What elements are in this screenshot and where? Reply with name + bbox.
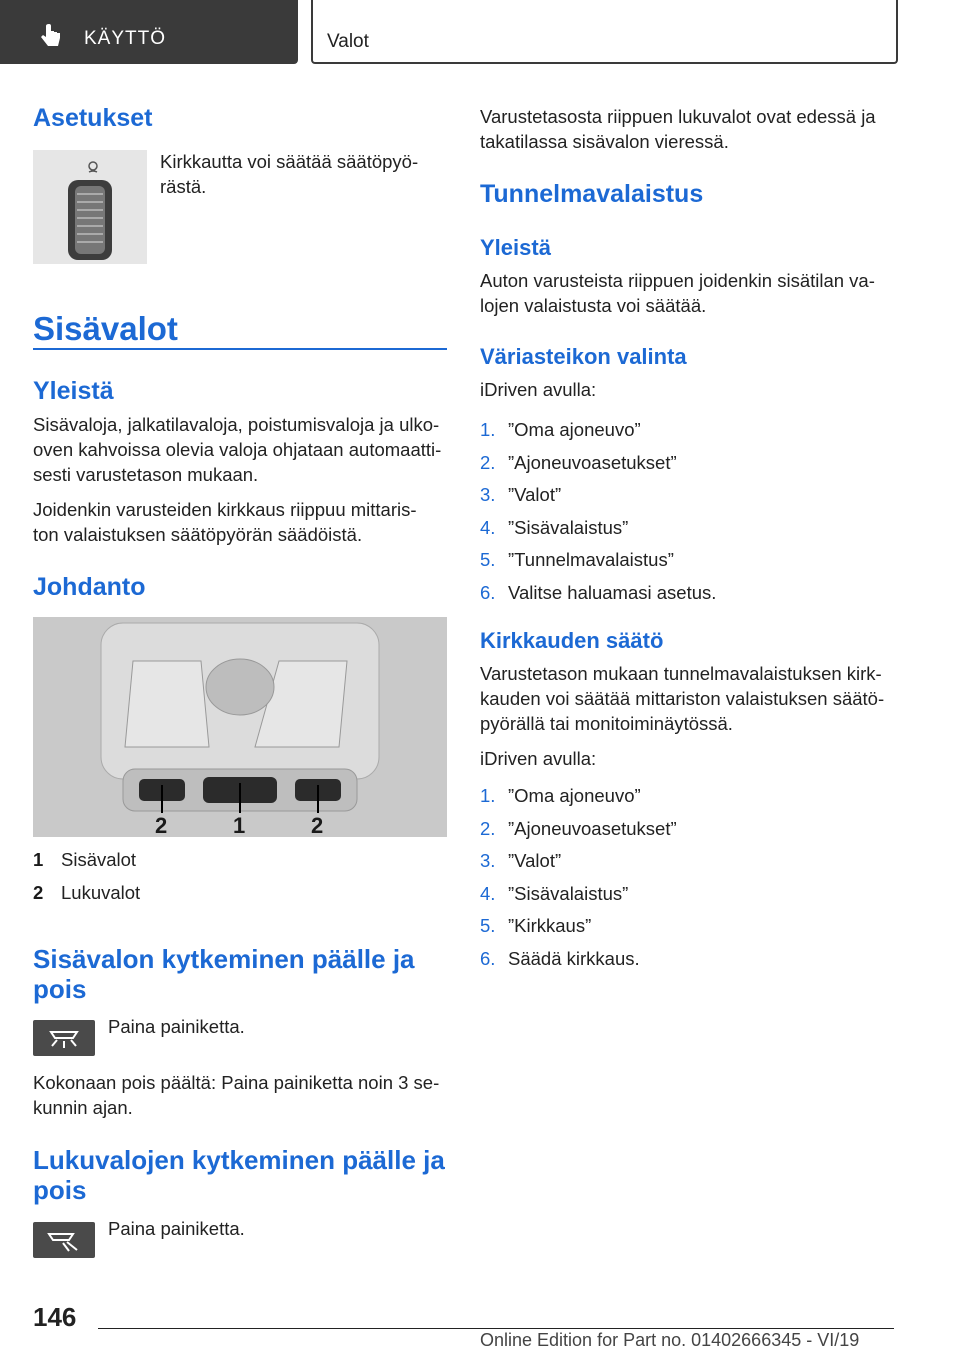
hand-pointer-icon	[40, 24, 62, 50]
callout-right: 2	[311, 813, 324, 837]
variasteikko-steps: 1. ”Oma ajoneuvo” 2. ”Ajoneuvoasetukset” 3. ”Valot” 4. ”Sisävalaistus” 5. ”Tunnelmavalaistus” 6. Valitse haluamasi asetus.	[480, 419, 717, 603]
heading-sisavalot: Sisävalot	[33, 310, 178, 347]
intro-paragraph: Varustetasosta riippuen lukuvalot ovat edessä ja takatilassa sisävalon vieressä.	[480, 106, 876, 152]
heading-yleista-left: Yleistä	[33, 377, 114, 405]
reading-light-button-image	[33, 1222, 95, 1258]
section-tab-label: KÄYTTÖ	[84, 28, 167, 49]
figure-legend	[33, 849, 447, 909]
legend-text: Sisävalot	[61, 849, 137, 870]
legend-number: 2	[33, 882, 44, 903]
heading-johdanto: Johdanto	[33, 573, 146, 601]
tunnelma-paragraph: Auton varusteista riippuen joidenkin sisätilan va- lojen valaistusta voi säätää.	[480, 270, 875, 316]
legend-text: Lukuvalot	[61, 882, 141, 903]
overhead-console-illustration	[33, 617, 447, 837]
yleista-paragraph-2: Joidenkin varusteiden kirkkaus riippuu mittaris- ton valaistuksen säätöpyörän säädöistä.	[33, 499, 417, 545]
heading-yleista-right: Yleistä	[480, 235, 551, 260]
heading-lukuvalojen-kytkeminen: Lukuvalojen kytkeminen päälle ja pois	[33, 1145, 445, 1205]
callout-left: 2	[155, 813, 168, 837]
footer-edition: Online Edition for Part no. 01402666345 - VI/19	[480, 1330, 860, 1350]
yleista-paragraph-1: Sisävaloja, jalkatilavaloja, poistumisvaloja ja ulko- oven kahvoissa olevia valoja ohjataan automaatti- sesti varustetason mukaan.	[33, 414, 442, 485]
heading-variasteikon-valinta: Väriasteikon valinta	[480, 344, 687, 369]
section-tab[interactable]	[0, 0, 298, 64]
chapter-tab[interactable]	[311, 0, 898, 64]
legend-number: 1	[33, 849, 44, 870]
footer-rule	[98, 1328, 894, 1329]
overhead-console-image	[33, 617, 447, 837]
kirkkaus-paragraph: Varustetason mukaan tunnelmavalaistuksen kirk- kauden voi säätää mittariston valaistuksen säätö- pyörällä tai monitoiminäytössä.	[480, 663, 885, 734]
variasteikko-lead: iDriven avulla:	[480, 379, 597, 400]
heading-sisavalon-kytkeminen: Sisävalon kytkeminen päälle ja pois	[33, 944, 415, 1004]
sisavalon-instruction: Paina painiketta.	[108, 1016, 245, 1037]
page-number: 146	[33, 1302, 77, 1332]
lukuvalojen-instruction: Paina painiketta.	[108, 1218, 245, 1239]
thumbwheel-image	[33, 150, 147, 264]
reading-light-icon	[33, 1222, 95, 1258]
heading-rule	[33, 348, 447, 350]
interior-light-button-image	[33, 1020, 95, 1056]
sisavalon-paragraph: Kokonaan pois päältä: Paina painiketta noin 3 se- kunnin ajan.	[33, 1072, 440, 1118]
heading-kirkkauden-saato: Kirkkauden säätö	[480, 628, 664, 653]
interior-light-icon	[33, 1020, 95, 1056]
chapter-tab-label: Valot	[327, 31, 369, 52]
thumbwheel-icon	[33, 150, 147, 264]
heading-asetukset: Asetukset	[33, 104, 153, 132]
kirkkaus-steps: 1. ”Oma ajoneuvo” 2. ”Ajoneuvoasetukset” 3. ”Valot” 4. ”Sisävalaistus” 5. ”Kirkkaus” 6. Säädä kirkkaus.	[480, 785, 677, 969]
callout-center: 1	[233, 813, 246, 837]
kirkkaus-lead: iDriven avulla:	[480, 748, 597, 769]
heading-tunnelmavalaistus: Tunnelmavalaistus	[480, 180, 704, 208]
asetukset-text: Kirkkautta voi säätää säätöpyö- rästä.	[160, 151, 419, 197]
